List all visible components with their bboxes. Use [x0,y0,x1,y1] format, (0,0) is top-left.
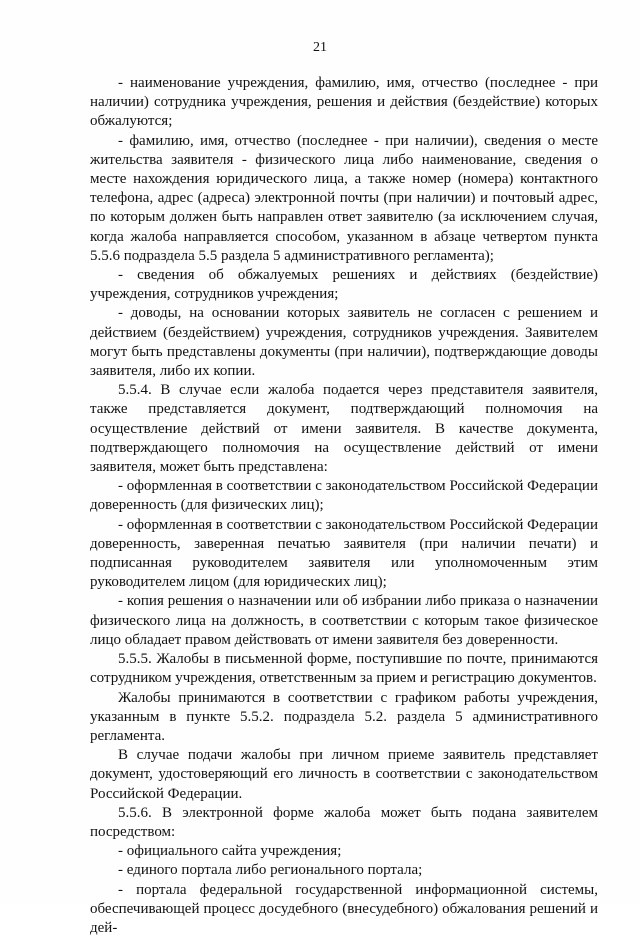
paragraph: Жалобы принимаются в соответствии с графиком работы учреждения, указанным в пункте 5.5.2. подраздела 5.2. раздела 5 административного регламента. [90,689,598,744]
paragraph: - фамилию, имя, отчество (последнее - при наличии), сведения о месте жительства заявителя - физического лица либо наименование, сведения о месте нахождения юридического лица, а также номер (номера) контактного телефона, адрес (адреса) электронной почты (при наличии) и почтовый адрес, по которым должен быть направлен ответ заявителю (за исключением случая, когда жалоба направляется способом, указанном в абзаце четвертом пункта 5.5.6 подраздела 5.5 раздела 5 административного регламента); [90,132,598,264]
paragraph: - портала федеральной государственной информационной системы, обеспечивающей процесс досудебного (внесудебного) обжалования решений и дей- [90,881,598,936]
paragraph: - наименование учреждения, фамилию, имя, отчество (последнее - при наличии) сотрудника учреждения, решения и действия (бездействие) которых обжалуются; [90,75,598,130]
paragraph: - оформленная в соответствии с законодательством Российской Федерации доверенность (для физических лиц); [90,478,598,514]
paragraph: - оформленная в соответствии с законодательством Российской Федерации доверенность, заверенная печатью заявителя (при наличии печати) и подписанная руководителем заявителя или уполномоченным этим руководителем лицом (для юридических лиц); [90,516,598,591]
paragraph: В случае подачи жалобы при личном приеме заявитель представляет документ, удостоверяющий его личность в соответствии с законодательством Российской Федерации. [90,747,598,802]
paragraph: 5.5.4. В случае если жалоба подается через представителя заявителя, также представляется документ, подтверждающий полномочия на осуществление действий от имени заявителя. В качестве документа, подтверждающего полномочия на осуществление действий от имени заявителя, может быть представлена: [90,382,598,476]
paragraph: 5.5.5. Жалобы в письменной форме, поступившие по почте, принимаются сотрудником учреждения, ответственным за прием и регистрацию документов. [90,651,598,687]
paragraph: - доводы, на основании которых заявитель не согласен с решением и действием (бездействием) учреждения, сотрудников учреждения. Заявителем могут быть представлены документы (при наличии), подтверждающие доводы заявителя, либо их копии. [90,305,598,380]
paragraph: - единого портала либо регионального портала; [118,862,423,879]
document-body [90,74,598,938]
paragraph: - сведения об обжалуемых решениях и действиях (бездействие) учреждения, сотрудников учреждения; [90,267,598,303]
paragraph: 5.5.6. В электронной форме жалоба может быть подана заявителем посредством: [90,804,598,840]
paragraph: - официального сайта учреждения; [118,843,342,860]
page-number: 21 [313,40,327,55]
paragraph: - копия решения о назначении или об избрании либо приказа о назначении физического лица на должность, в соответствии с которым такое физическое лицо обладает правом действовать от имени заявителя без доверенности. [90,593,598,648]
